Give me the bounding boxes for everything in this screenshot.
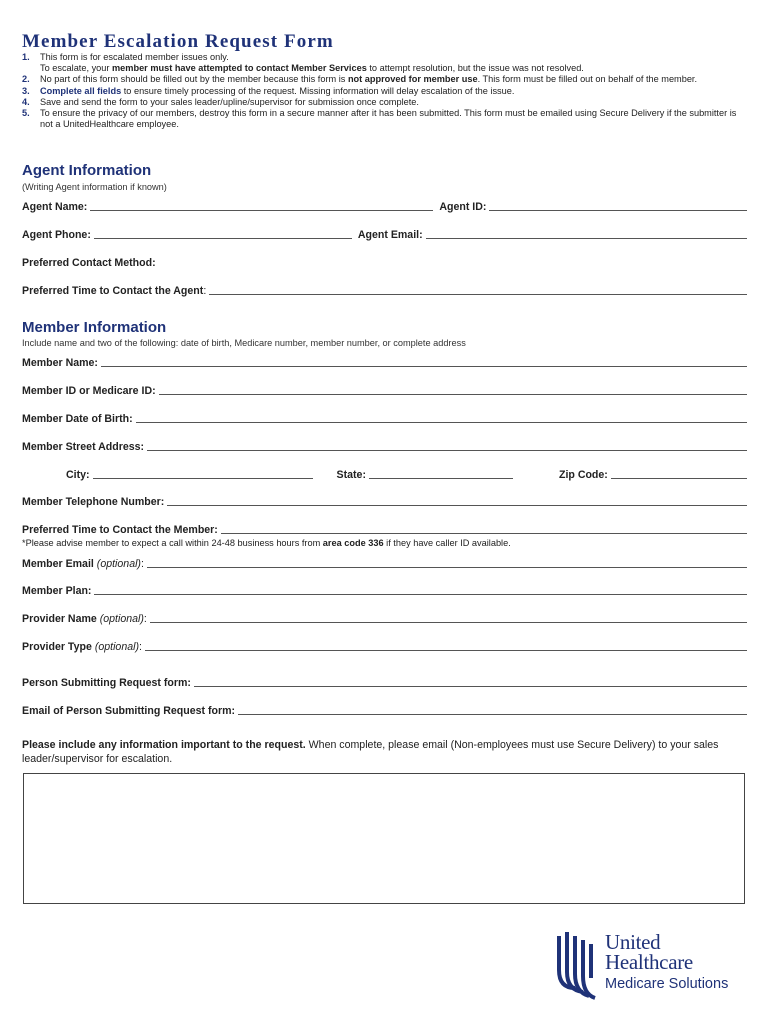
member-city-state-zip-row <box>22 467 747 481</box>
logo-medicare-solutions: Medicare Solutions <box>605 976 729 992</box>
member-street-label: Member Street Address: <box>22 441 145 453</box>
provider-type-label: Provider Type (optional): <box>22 641 142 653</box>
submitter-name-label: Person Submitting Request form: <box>22 677 191 689</box>
instruction-item <box>22 97 742 108</box>
agent-name-label: Agent Name: <box>22 201 88 213</box>
member-info-note: Include name and two of the following: date of birth, Medicare number, member number, or complete address <box>22 338 466 348</box>
agent-email-field[interactable] <box>426 228 747 239</box>
member-email-field[interactable] <box>147 557 747 568</box>
instruction-text: Complete all fields <box>40 85 122 96</box>
instruction-text: Save and send the form to your sales leader/upline/supervisor for submission once complete. <box>40 96 419 107</box>
member-name-field[interactable] <box>101 356 747 367</box>
member-zip-label: Zip Code: <box>558 469 608 481</box>
unitedhealthcare-logo <box>553 930 753 1002</box>
agent-contact-method-label: Preferred Contact Method: <box>22 257 156 269</box>
provider-name-row <box>22 611 747 625</box>
request-details-textbox[interactable] <box>23 773 745 904</box>
submitter-name-row <box>22 675 747 689</box>
logo-united: United <box>605 930 661 954</box>
member-id-field[interactable] <box>159 384 747 395</box>
member-street-field[interactable] <box>147 440 747 451</box>
agent-info-heading: Agent Information <box>22 162 152 179</box>
member-phone-label: Member Telephone Number: <box>22 496 165 508</box>
instruction-text: To ensure the privacy of our members, destroy this form in a secure manner after it has been submitted. This form must be emailed using Secure Delivery if the submitter is not a UnitedHealthcare employee. <box>40 108 737 130</box>
instruction-text: No part of this form should be filled out by the member because this form is <box>40 74 348 85</box>
instruction-number: 3. <box>22 85 30 96</box>
agent-phone-field[interactable] <box>94 228 352 239</box>
member-name-label: Member Name: <box>22 357 98 369</box>
closing-instructions: Please include any information important to the request. When complete, please email (Non-employees must use Secure Delivery) to your sales leader/supervisor for escalation. <box>22 739 719 765</box>
instruction-item <box>22 108 742 130</box>
member-city-label: City: <box>66 469 90 481</box>
provider-name-field[interactable] <box>150 612 747 623</box>
member-dob-field[interactable] <box>136 412 747 423</box>
instruction-item <box>22 52 742 74</box>
member-contact-time-label: Preferred Time to Contact the Member: <box>22 524 218 536</box>
member-phone-row <box>22 494 747 508</box>
instruction-item <box>22 74 742 85</box>
member-contact-time-row <box>22 522 747 536</box>
submitter-email-label: Email of Person Submitting Request form: <box>22 705 236 717</box>
agent-id-field[interactable] <box>489 200 747 211</box>
agent-info-note: (Writing Agent information if known) <box>22 182 167 192</box>
instruction-number: 5. <box>22 108 30 119</box>
member-zip-field[interactable] <box>611 468 747 479</box>
agent-email-label: Agent Email: <box>357 229 423 241</box>
agent-phone-email-row <box>22 227 747 241</box>
submitter-name-field[interactable] <box>194 676 747 687</box>
submitter-email-field[interactable] <box>238 704 747 715</box>
instruction-number: 1. <box>22 52 30 62</box>
member-state-field[interactable] <box>369 468 513 479</box>
member-id-label: Member ID or Medicare ID: <box>22 385 156 397</box>
member-dob-row <box>22 411 747 425</box>
agent-id-label: Agent ID: <box>439 201 487 213</box>
agent-phone-label: Agent Phone: <box>22 229 91 241</box>
agent-contact-time-label: Preferred Time to Contact the Agent: <box>22 285 207 297</box>
agent-contact-method-row <box>22 255 747 269</box>
instruction-text: This form is for escalated member issues only. <box>40 52 229 62</box>
member-dob-label: Member Date of Birth: <box>22 413 133 425</box>
member-id-row <box>22 383 747 397</box>
instruction-text: to ensure timely processing of the request. Missing information will delay escalation of the issue. <box>121 85 515 96</box>
member-call-advisory: *Please advise member to expect a call within 24-48 business hours from area code 336 if they have caller ID available. <box>22 538 511 548</box>
member-email-label: Member Email (optional): <box>22 558 144 570</box>
member-city-field[interactable] <box>93 468 313 479</box>
member-plan-label: Member Plan: <box>22 585 92 597</box>
member-state-label: State: <box>336 469 366 481</box>
form-title: Member Escalation Request Form <box>22 31 334 52</box>
member-plan-field[interactable] <box>94 584 747 595</box>
provider-name-label: Provider Name (optional): <box>22 613 147 625</box>
member-phone-field[interactable] <box>167 495 747 506</box>
agent-contact-time-field[interactable] <box>209 284 747 295</box>
provider-type-row <box>22 639 747 653</box>
instruction-number: 2. <box>22 74 30 85</box>
instruction-text: member must have attempted to contact Member Services <box>112 63 367 74</box>
logo-healthcare: Healthcare <box>605 950 693 974</box>
agent-name-id-row <box>22 199 747 213</box>
agent-contact-time-row <box>22 283 747 297</box>
member-name-row <box>22 355 747 369</box>
instruction-number: 4. <box>22 96 30 107</box>
agent-name-field[interactable] <box>90 200 433 211</box>
member-info-heading: Member Information <box>22 319 167 336</box>
instruction-text: . This form must be filled out on behalf of the member. <box>477 74 698 85</box>
member-plan-row <box>22 583 747 597</box>
instruction-text: to attempt resolution, but the issue was not resolved. <box>366 63 584 74</box>
uhc-u-mark-icon <box>553 930 601 1002</box>
instruction-text: not approved for member use <box>347 74 478 85</box>
provider-type-field[interactable] <box>145 640 747 651</box>
instructions-list <box>22 52 742 130</box>
member-street-row <box>22 439 747 453</box>
member-contact-time-field[interactable] <box>221 523 747 534</box>
instruction-text: To escalate, your <box>40 63 113 74</box>
instruction-item <box>22 86 742 97</box>
submitter-email-row <box>22 703 747 717</box>
member-email-row <box>22 556 747 570</box>
